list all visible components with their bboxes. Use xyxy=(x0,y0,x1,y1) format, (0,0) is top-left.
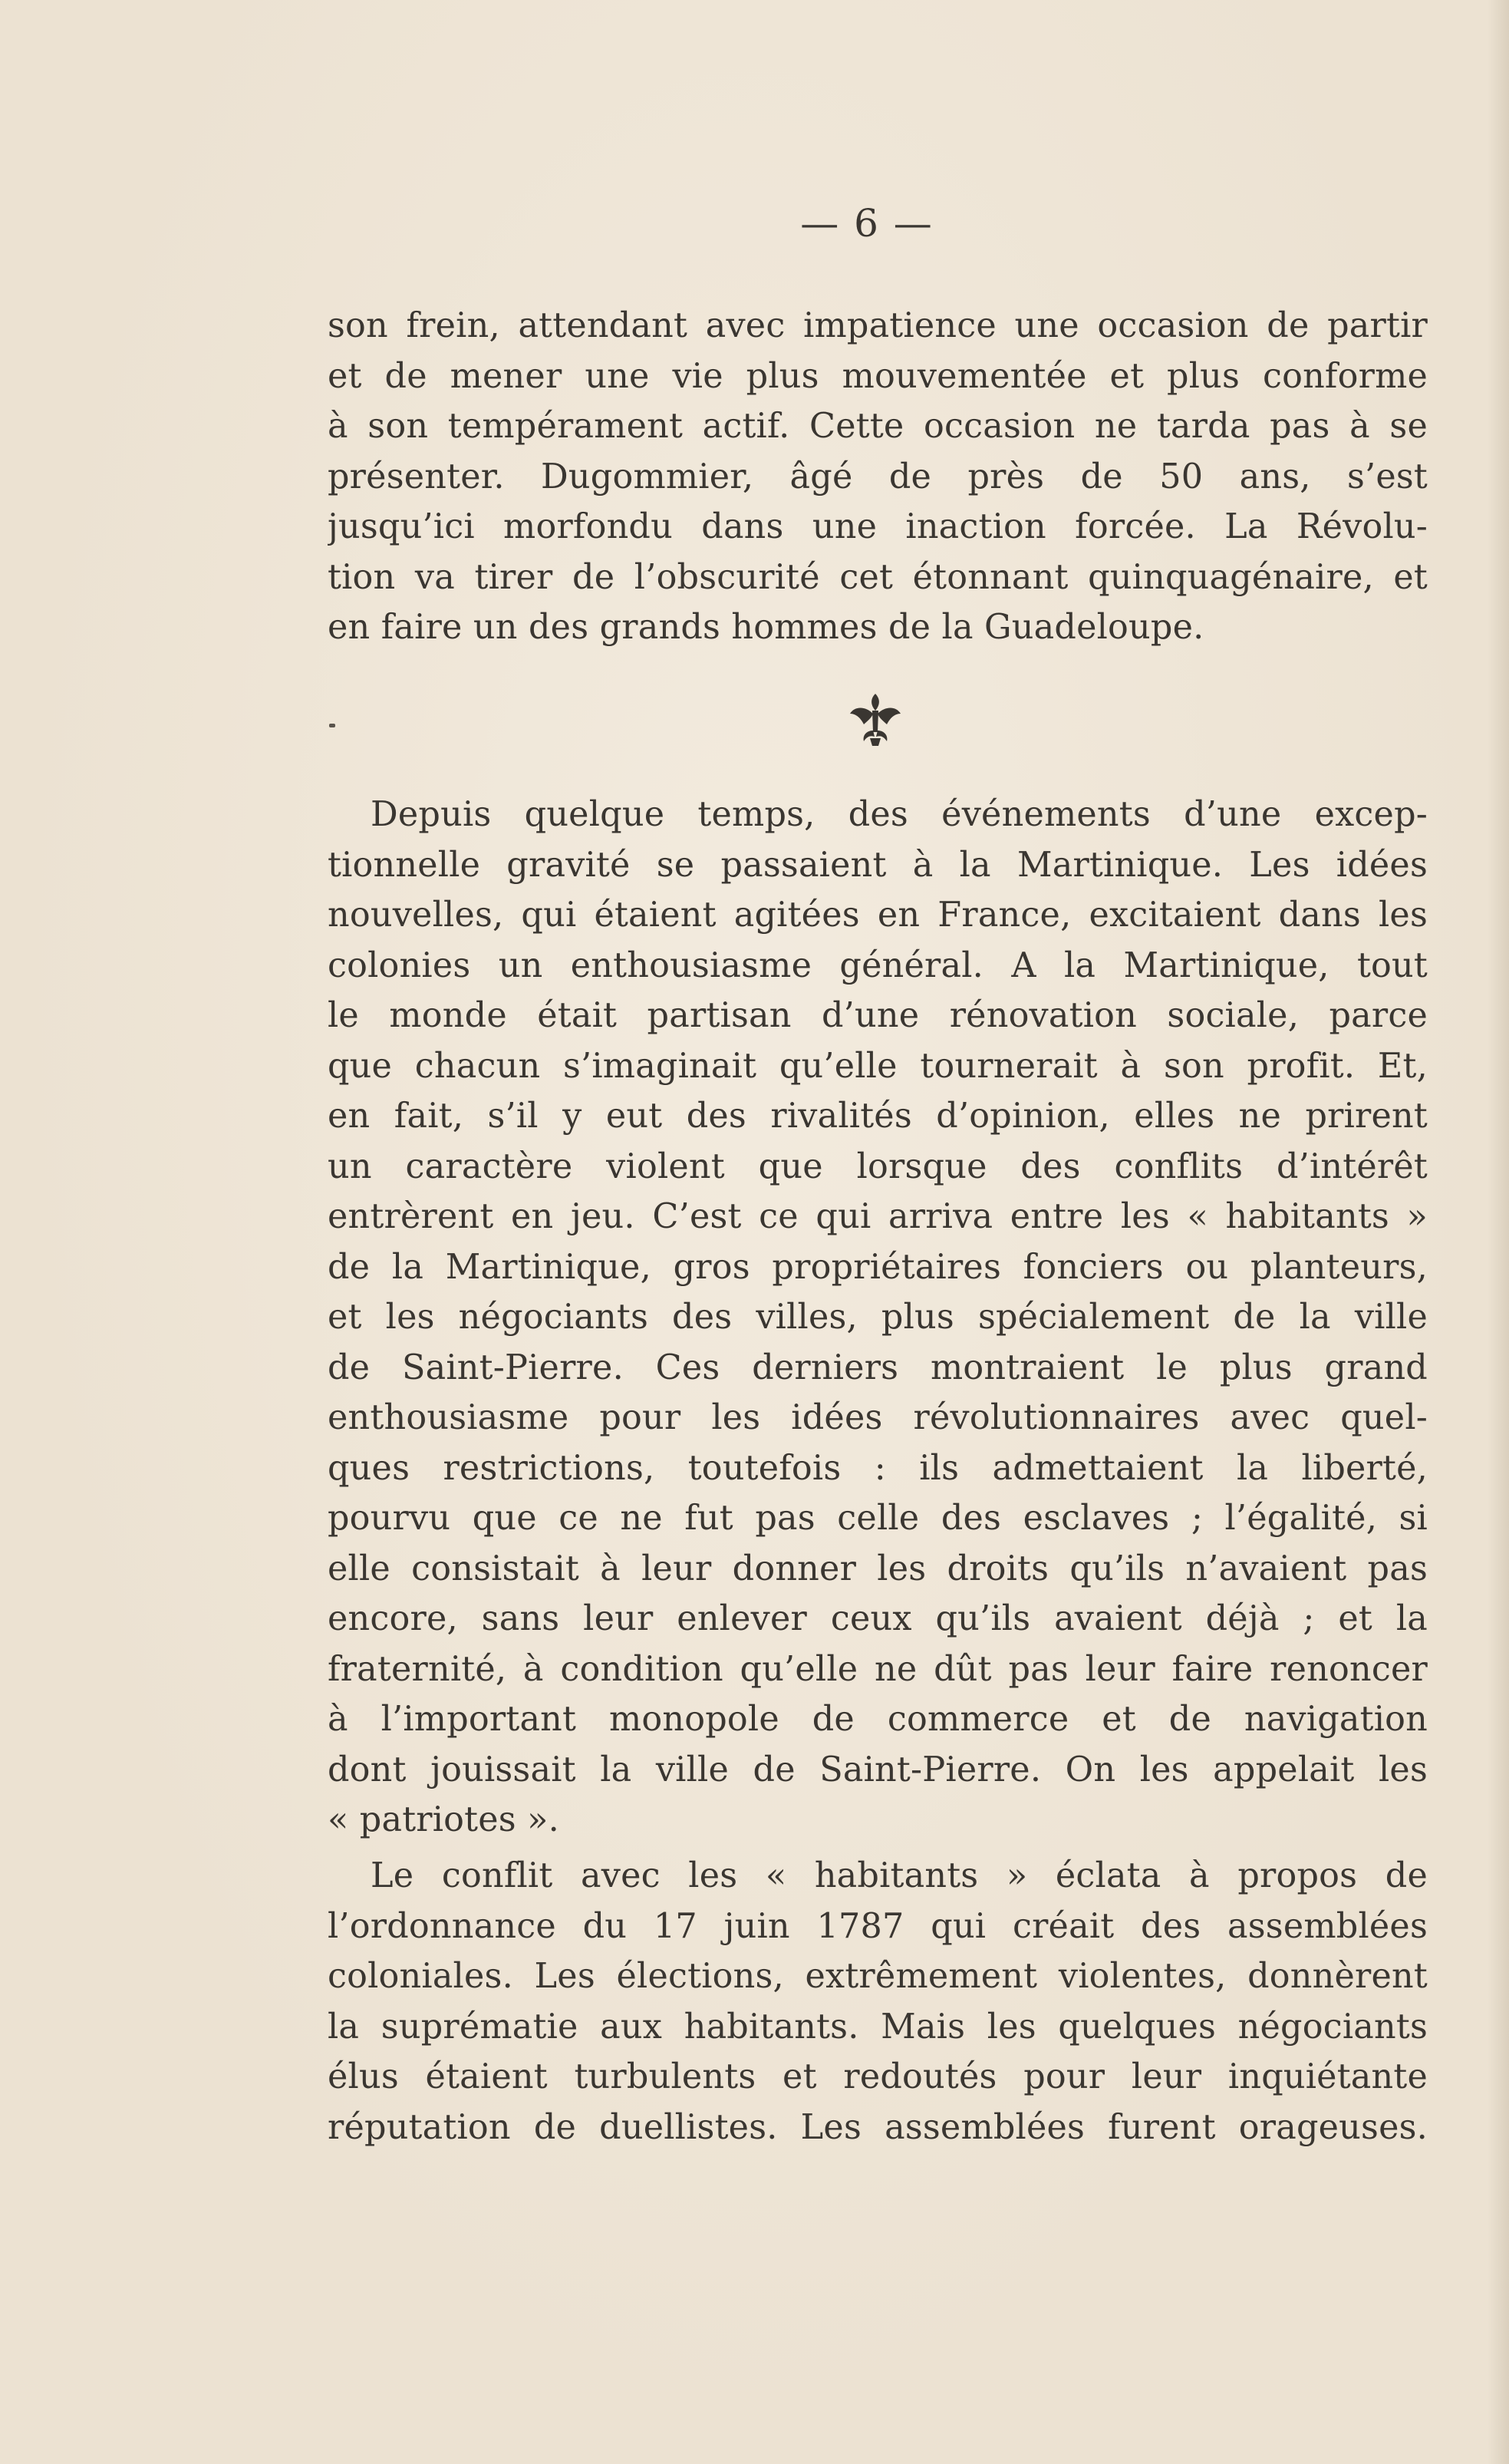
paragraph-3-text xyxy=(328,1851,1428,2152)
text-line: ques restrictions, toutefois : ils admettaient la liberté, xyxy=(328,1448,1428,1488)
text-line: colonies un enthousiasme général. A la Martinique, tout xyxy=(328,945,1428,985)
text-line: élus étaient turbulents et redoutés pour leur inquiétante xyxy=(328,2057,1428,2096)
text-line: en faire un des grands hommes de la Guadeloupe. xyxy=(328,608,1204,647)
text-line: à l’important monopole de commerce et de navigation xyxy=(328,1700,1428,1739)
text-line: pourvu que ce ne fut pas celle des esclaves ; l’égalité, si xyxy=(328,1499,1428,1538)
paragraph-2-text xyxy=(328,790,1428,1846)
text-line: jusqu’ici morfondu dans une inaction forcée. La Révolu- xyxy=(328,507,1428,546)
text-line: et les négociants des villes, plus spécialement de la ville xyxy=(328,1298,1428,1337)
fleuron-icon xyxy=(844,691,907,749)
text-line: l’ordonnance du 17 juin 1787 qui créait des assemblées xyxy=(328,1906,1428,1946)
text-line: tion va tirer de l’obscurité cet étonnant quinquagénaire, et xyxy=(328,557,1428,597)
text-line: Depuis quelque temps, des événements d’une excep- xyxy=(371,795,1428,834)
text-line: à son tempérament actif. Cette occasion ne tarda pas à se xyxy=(328,407,1428,446)
text-line: en fait, s’il y eut des rivalités d’opinion, elles ne prirent xyxy=(328,1097,1428,1136)
paragraph-1-text xyxy=(328,301,1428,653)
text-line: et de mener une vie plus mouvementée et plus conforme xyxy=(328,356,1428,396)
text-line: présenter. Dugommier, âgé de près de 50 ans, s’est xyxy=(328,457,1428,496)
text-line: de Saint-Pierre. Ces derniers montraient le plus grand xyxy=(328,1347,1428,1387)
paragraph-1 xyxy=(328,301,1428,653)
ink-speck xyxy=(329,724,335,727)
text-line: dont jouissait la ville de Saint-Pierre. On les appelait les xyxy=(328,1750,1428,1789)
paragraph-2 xyxy=(328,790,1428,1846)
text-line: un caractère violent que lorsque des conflits d’intérêt xyxy=(328,1146,1428,1186)
text-line: son frein, attendant avec impatience une occasion de partir xyxy=(328,306,1428,345)
text-line: enthousiasme pour les idées révolutionnaires avec quel- xyxy=(328,1398,1428,1437)
text-line: réputation de duellistes. Les assemblées furent orageuses. xyxy=(328,2107,1428,2147)
text-line: le monde était partisan d’une rénovation sociale, parce xyxy=(328,996,1428,1035)
text-line: que chacun s’imaginait qu’elle tournerait à son profit. Et, xyxy=(328,1046,1428,1086)
page-edge-shadow xyxy=(1488,0,1509,2464)
text-line: elle consistait à leur donner les droits qu’ils n’avaient pas xyxy=(328,1549,1428,1588)
paragraph-3 xyxy=(328,1851,1428,2152)
text-line: Le conflit avec les « habitants » éclata à propos de xyxy=(371,1856,1428,1895)
text-line: tionnelle gravité se passaient à la Martinique. Les idées xyxy=(328,845,1428,885)
text-line: fraternité, à condition qu’elle ne dût pas leur faire renoncer xyxy=(328,1649,1428,1689)
page-number: — 6 — xyxy=(800,201,934,246)
text-line: nouvelles, qui étaient agitées en France, excitaient dans les xyxy=(328,896,1428,935)
text-line: de la Martinique, gros propriétaires fonciers ou planteurs, xyxy=(328,1247,1428,1287)
text-line: encore, sans leur enlever ceux qu’ils avaient déjà ; et la xyxy=(328,1599,1428,1638)
text-line: entrèrent en jeu. C’est ce qui arriva entre les « habitants » xyxy=(328,1197,1428,1236)
text-line: la suprématie aux habitants. Mais les quelques négociants xyxy=(328,2007,1428,2047)
text-line: « patriotes ». xyxy=(328,1800,559,1839)
text-line: coloniales. Les élections, extrêmement violentes, donnèrent xyxy=(328,1957,1428,1996)
